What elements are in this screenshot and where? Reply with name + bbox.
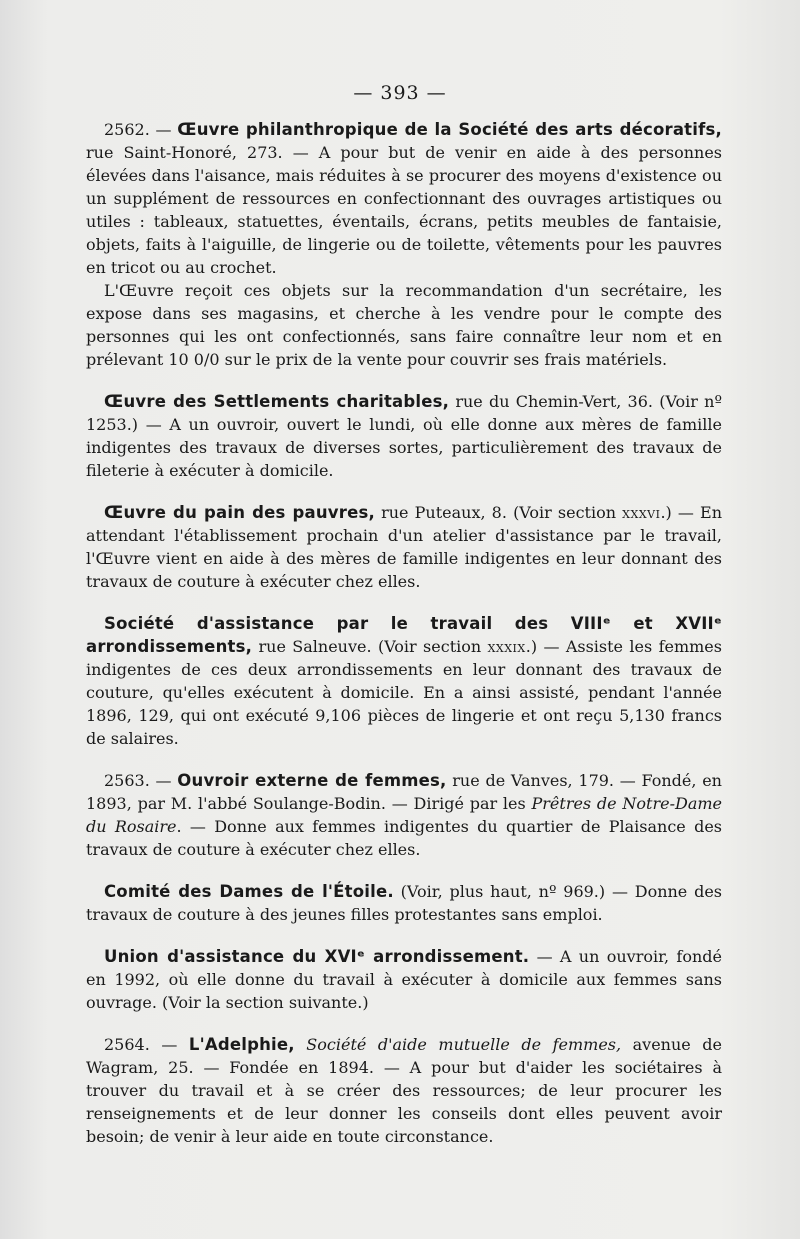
entry-assistance-travail <box>86 612 722 750</box>
entry-2562 <box>86 118 722 371</box>
entry-text: rue de Vanves, 179. — Fondé, en 1893, par M. l'abbé Soulange-Bodin. — Dirigé par les <box>86 771 722 813</box>
section-ref: xxxvi <box>622 503 661 522</box>
entry-text: rue du Chemin-Vert, 36. (Voir nº 1253.) — A un ouvroir, ouvert le lundi, où elle donne aux mères de famille indigentes des travaux de diverses sortes, particulièrement des travaux de fileterie à exécuter à domicile. <box>86 392 723 480</box>
entry-text: avenue de Wagram, 25. — Fondée en 1894. — A pour but d'aider les sociétaires à trouver du travail et à se créer des ressources; de leur procurer les renseignements et de leur donner les conseils dont elles peuvent avoir besoin; de venir à leur aide en toute circonstance. <box>86 1035 723 1146</box>
entry-heading: Ouvroir externe de femmes, <box>177 771 447 790</box>
entry-number: 2564. — <box>104 1035 189 1054</box>
entry-heading: L'Adelphie, <box>188 1035 295 1054</box>
entry-italic: Prêtres de Notre-Dame du Rosaire <box>86 794 723 836</box>
entry-dames-etoile <box>86 880 722 926</box>
entry-2564 <box>86 1033 722 1148</box>
entry-continuation: L'Œuvre reçoit ces objets sur la recommandation d'un secrétaire, les expose dans ses magasins, et cherche à les vendre pour le compte des personnes qui les ont confectionnés, sans faire connaître leur nom et en prélevant 10 0/0 sur le prix de la vente pour couvrir ses frais matériels. <box>86 281 722 369</box>
entry-settlements <box>86 390 722 482</box>
entry-text: — A un ouvroir, fondé en 1992, où elle donne du travail à exécuter à domicile aux femmes sans ouvrage. (Voir la section suivante.) <box>86 947 722 1012</box>
entry-text: (Voir, plus haut, nº 969.) — Donne des travaux de couture à des jeunes filles protestantes sans emploi. <box>86 882 722 924</box>
section-ref: xxxix <box>487 637 526 656</box>
entry-heading: Œuvre des Settlements charitables, <box>104 392 450 411</box>
entry-heading: Union d'assistance du XVIᵉ arrondissement. <box>104 947 530 966</box>
entry-text: rue Salneuve. (Voir section <box>252 637 488 656</box>
entry-heading: Œuvre philanthropique de la Société des arts décoratifs, <box>177 120 722 139</box>
entry-text: rue Puteaux, 8. (Voir section <box>374 503 623 522</box>
entry-number: 2563. — <box>104 771 178 790</box>
entry-union-xvi <box>86 945 722 1014</box>
entry-number: 2562. — <box>104 120 178 139</box>
page-body <box>86 118 722 1167</box>
page-number: — 393 — <box>353 82 447 104</box>
entry-text: .) — Assiste les femmes indigentes de ces deux arrondissements en leur donnant des travaux de couture, qu'elles exécutent à domicile. En a ainsi assisté, pendant l'année 1896, 129, qui ont exécuté 9,106 pièces de lingerie et ont reçu 5,130 francs de salaires. <box>86 637 722 748</box>
entry-italic: Société d'aide mutuelle de femmes, <box>294 1035 622 1054</box>
entry-heading: Comité des Dames de l'Étoile. <box>104 882 394 901</box>
entry-heading: Société d'assistance par le travail des VIIIᵉ et XVIIᵉ arrondissements, <box>86 614 722 656</box>
entry-heading: Œuvre du pain des pauvres, <box>104 503 375 522</box>
entry-pain-des-pauvres <box>86 501 722 593</box>
entry-2563 <box>86 769 722 861</box>
entry-text: rue Saint-Honoré, 273. — A pour but de venir en aide à des personnes élevées dans l'aisance, mais réduites à se procurer des moyens d'existence ou un supplément de ressources en confectionnant des ouvrages artistiques ou utiles : tableaux, statuettes, éventails, écrans, petits meubles de fantaisie, objets, faits à l'aiguille, de lingerie ou de toilette, vêtements pour les pauvres en tricot ou au crochet. <box>86 143 722 277</box>
entry-text: .) — En attendant l'établissement prochain d'un atelier d'assistance par le travail, l'Œuvre vient en aide à des mères de famille indigentes en leur donnant des travaux de couture à exécuter chez elles. <box>86 503 722 591</box>
entry-text: . — Donne aux femmes indigentes du quartier de Plaisance des travaux de couture à exécuter chez elles. <box>86 817 723 859</box>
